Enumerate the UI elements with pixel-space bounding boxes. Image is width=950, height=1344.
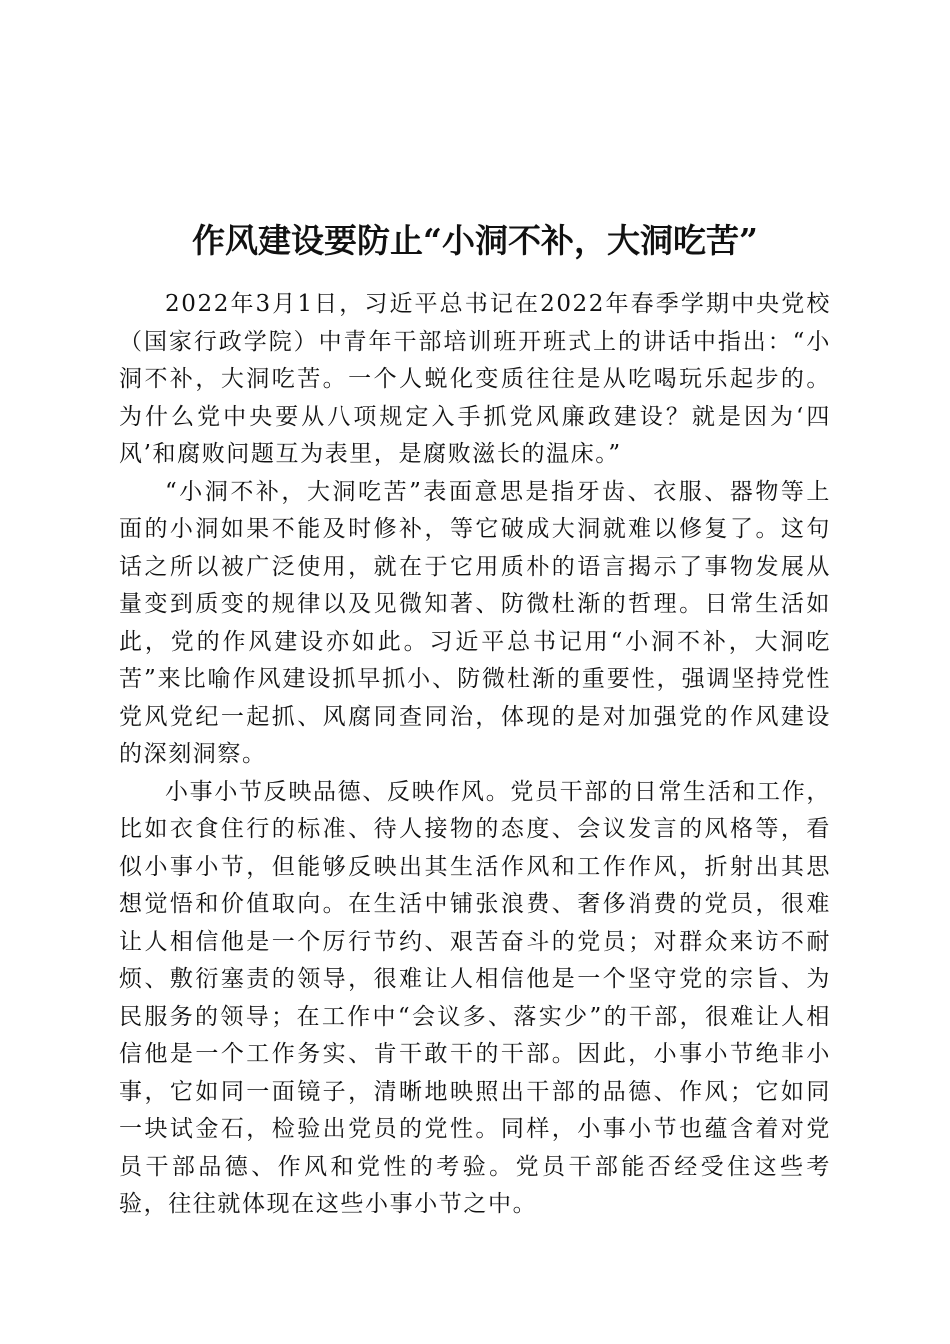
document-title: 作风建设要防止“小洞不补，大洞吃苦” [192,221,758,261]
paragraph-1: 2022年3月1日，习近平总书记在2022年春季学期中央党校（国家行政学院）中青年干部培训班开班式上的讲话中指出：“小洞不补，大洞吃苦。一个人蜕化变质往往是从吃喝玩乐起步的。为什么党中央要从八项规定入手抓党风廉政建设？就是因为‘四风’和腐败问题互为表里，是腐败滋长的温床。” [119,291,831,467]
paragraph-2: “小洞不补，大洞吃苦”表面意思是指牙齿、衣服、器物等上面的小洞如果不能及时修补，等它破成大洞就难以修复了。这句话之所以被广泛使用，就在于它用质朴的语言揭示了事物发展从量变到质变的规律以及见微知著、防微杜渐的哲理。日常生活如此，党的作风建设亦如此。习近平总书记用“小洞不补，大洞吃苦”来比喻作风建设抓早抓小、防微杜渐的重要性，强调坚持党性党风党纪一起抓、风腐同查同治，体现的是对加强党的作风建设的深刻洞察。 [119,478,831,767]
paragraph-3: 小事小节反映品德、反映作风。党员干部的日常生活和工作，比如衣食住行的标准、待人接物的态度、会议发言的风格等，看似小事小节，但能够反映出其生活作风和工作作风，折射出其思想觉悟和价值取向。在生活中铺张浪费、奢侈消费的党员，很难让人相信他是一个厉行节约、艰苦奋斗的党员；对群众来访不耐烦、敷衍塞责的领导，很难让人相信他是一个坚守党的宗旨、为民服务的领导；在工作中“会议多、落实少”的干部，很难让人相信他是一个工作务实、肯干敢干的干部。因此，小事小节绝非小事，它如同一面镜子，清晰地映照出干部的品德、作风；它如同一块试金石，检验出党员的党性。同样，小事小节也蕴含着对党员干部品德、作风和党性的考验。党员干部能否经受住这些考验，往往就体现在这些小事小节之中。 [119,778,831,1217]
document-body [119,286,831,1224]
